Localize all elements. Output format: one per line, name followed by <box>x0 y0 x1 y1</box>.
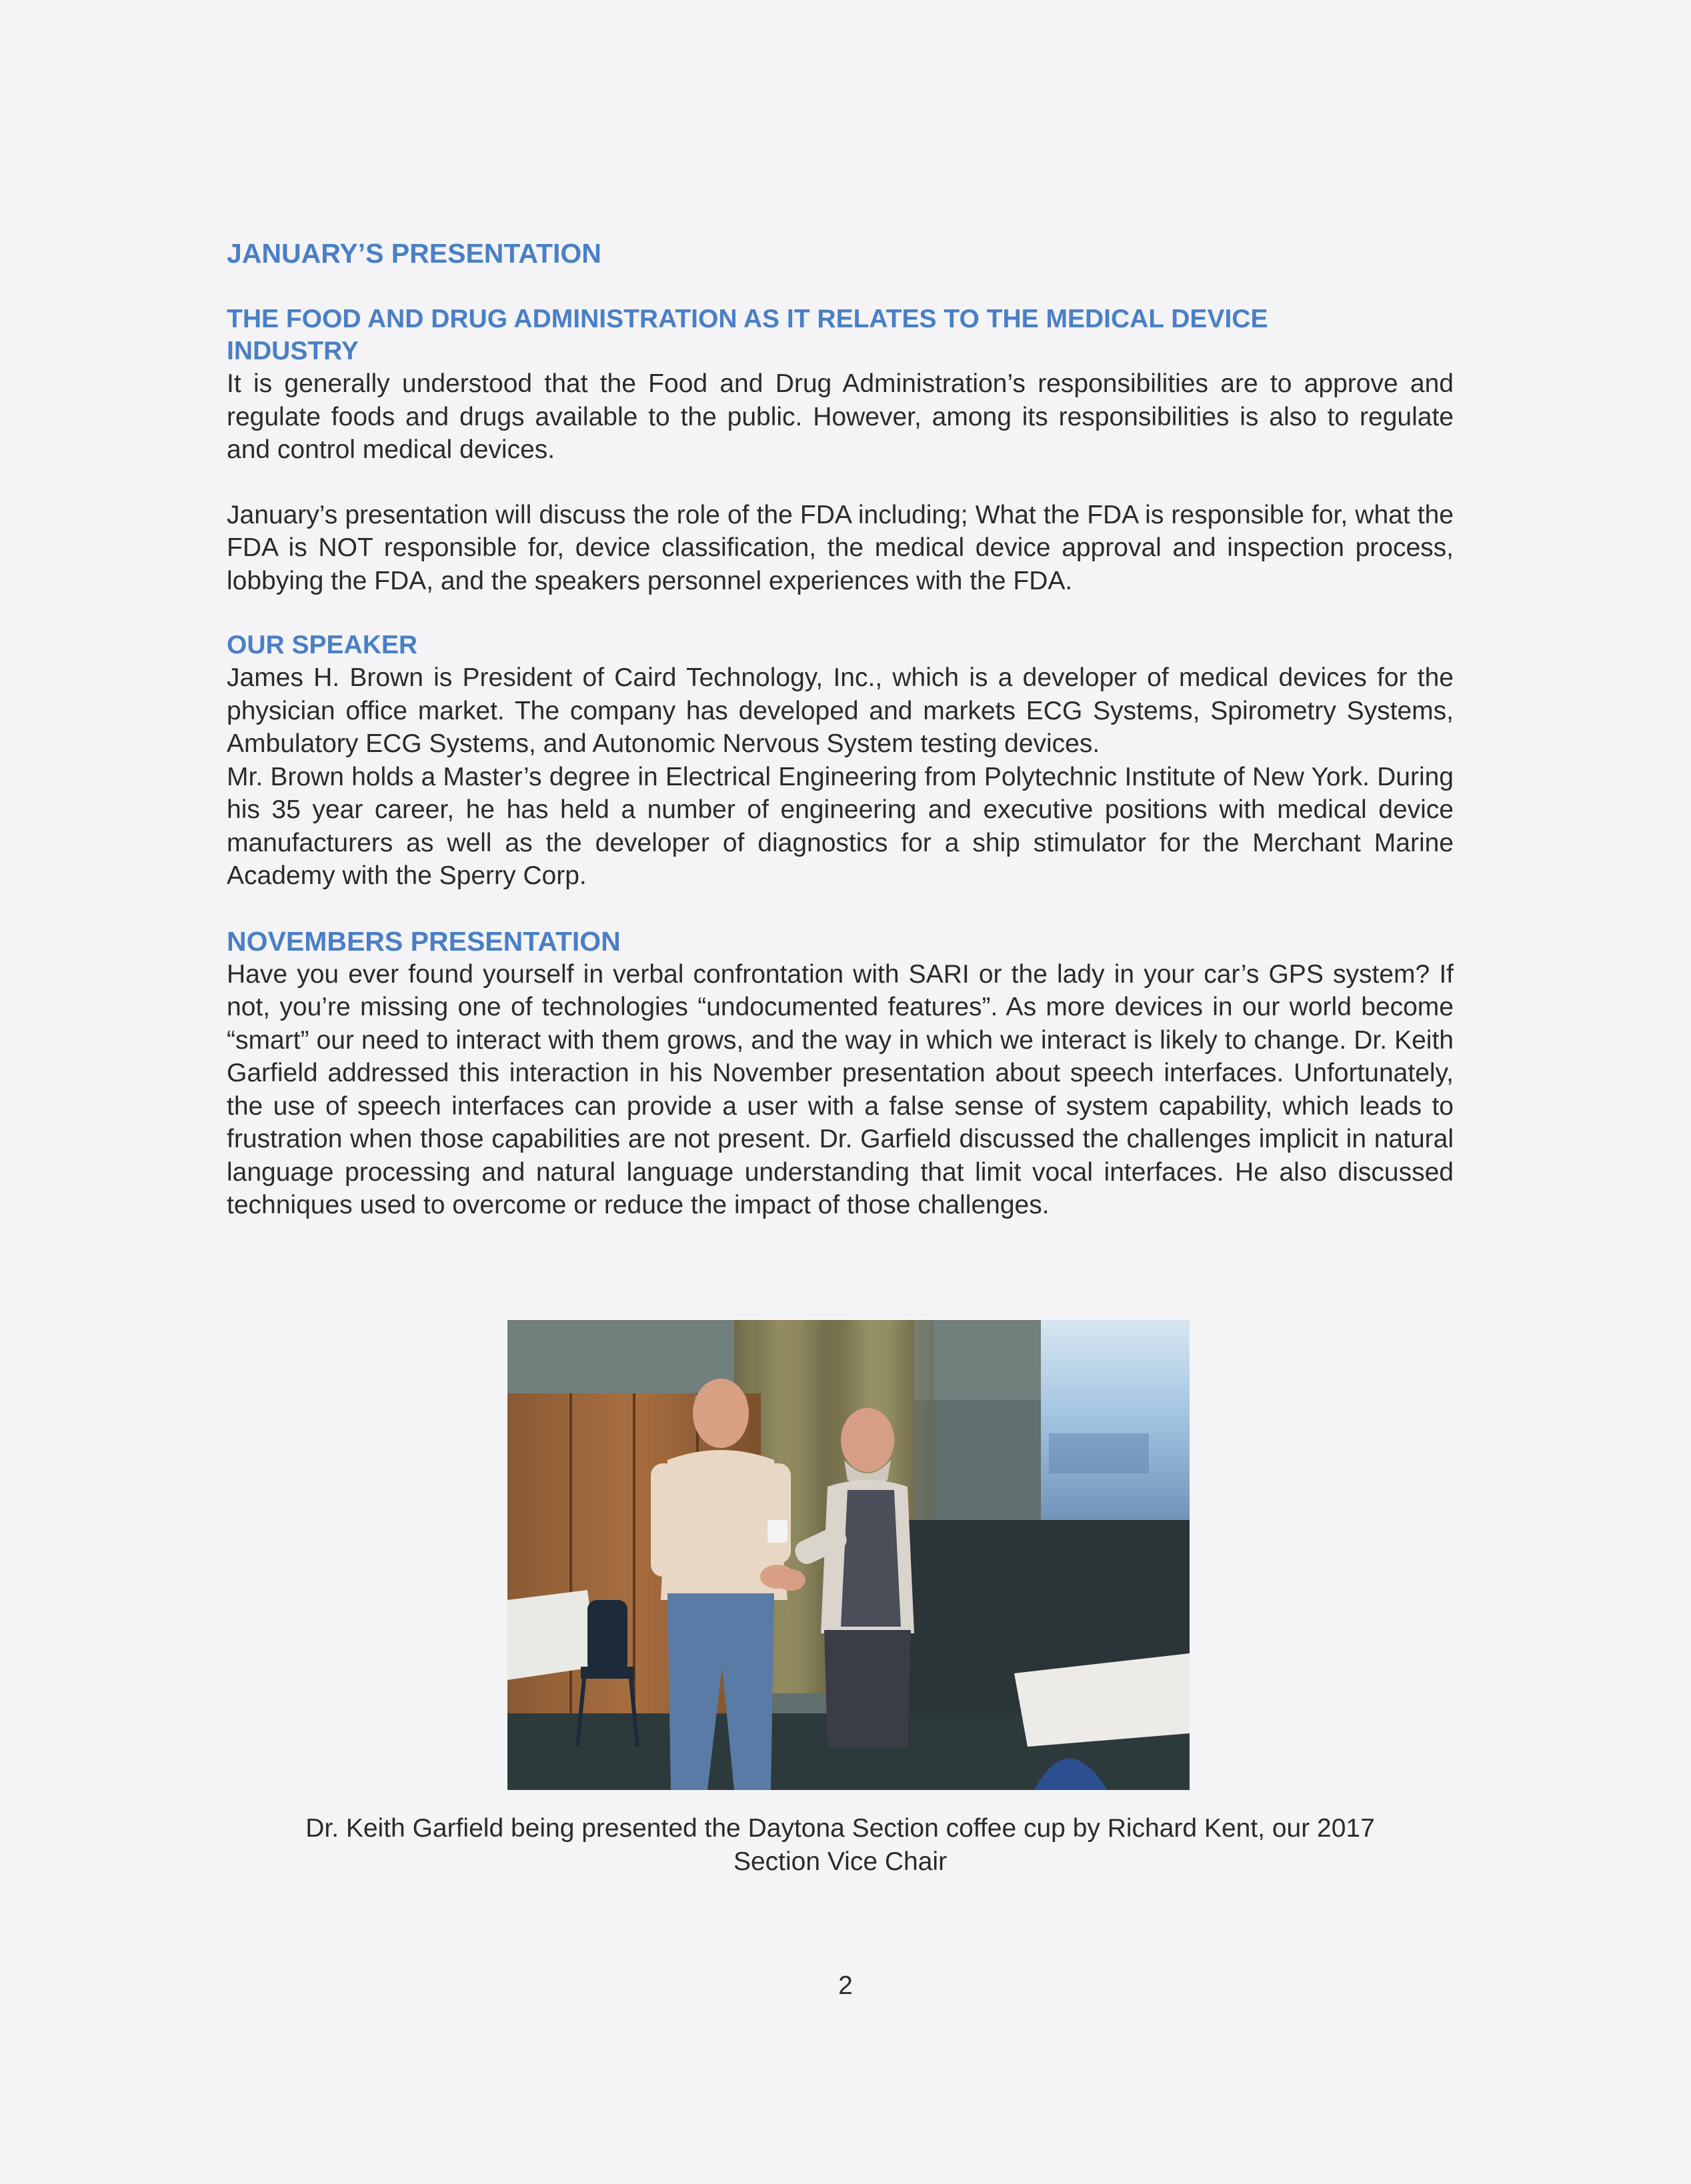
caption-line-1: Dr. Keith Garfield being presented the Daytona Section coffee cup by Richard Kent, our 2017 <box>305 1814 1375 1843</box>
fda-heading-line1: THE FOOD AND DRUG ADMINISTRATION AS IT RELATES TO THE MEDICAL DEVICE <box>227 305 1268 333</box>
speaker-paragraph-1: James H. Brown is President of Caird Technology, Inc., which is a developer of medical devices for the physician office market. The company has developed and markets ECG Systems, Spirometry Systems, Ambulatory ECG Systems, and Autonomic Nervous System testing devices. <box>227 663 1454 758</box>
fda-paragraph-2: January’s presentation will discuss the role of the FDA including; What the FDA is responsible for, what the FDA is NOT responsible for, device classification, the medical device approval and inspection process, lobbying the FDA, and the speakers personnel experiences with the FDA. <box>227 500 1454 595</box>
november-paragraph: Have you ever found yourself in verbal confrontation with SARI or the lady in your car’s GPS system? If not, you’re missing one of technologies “undocumented features”. As more devices in our world become “smart” our need to interact with them grows, and the way in which we interact is likely to change. Dr. Keith Garfield addressed this interaction in his November presentation about speech interfaces. Unfortunately, the use of speech interfaces can provide a user with a false sense of system capability, which leads to frustration when those capabilities are not present. Dr. Garfield discussed the challenges implicit in natural language processing and natural language understanding that limit vocal interfaces. He also discussed techniques used to overcome or reduce the impact of those challenges. <box>227 959 1454 1219</box>
november-heading: NOVEMBERS PRESENTATION <box>227 925 621 957</box>
event-photo <box>507 1320 1190 1790</box>
page-number: 2 <box>838 1971 853 2000</box>
fda-heading-line2: INDUSTRY <box>227 337 359 365</box>
speaker-heading: OUR SPEAKER <box>227 631 418 659</box>
photo-caption <box>227 1812 1454 1879</box>
speaker-paragraph-2: Mr. Brown holds a Master’s degree in Electrical Engineering from Polytechnic Institute of New York. During his 35 year career, he has held a number of engineering and executive positions with medical device manufacturers as well as the developer of diagnostics for a ship stimulator for the Merchant Marine Academy with the Sperry Corp. <box>227 762 1454 890</box>
fda-paragraph-1: It is generally understood that the Food and Drug Administration’s responsibilities are to approve and regulate foods and drugs available to the public. However, among its responsibilities is also to regulate and control medical devices. <box>227 369 1454 464</box>
fda-heading <box>227 303 1454 367</box>
january-heading: JANUARY’S PRESENTATION <box>227 238 601 269</box>
photo-illustration <box>507 1320 1190 1790</box>
article-body <box>227 237 1454 1222</box>
caption-line-2: Section Vice Chair <box>733 1847 948 1876</box>
